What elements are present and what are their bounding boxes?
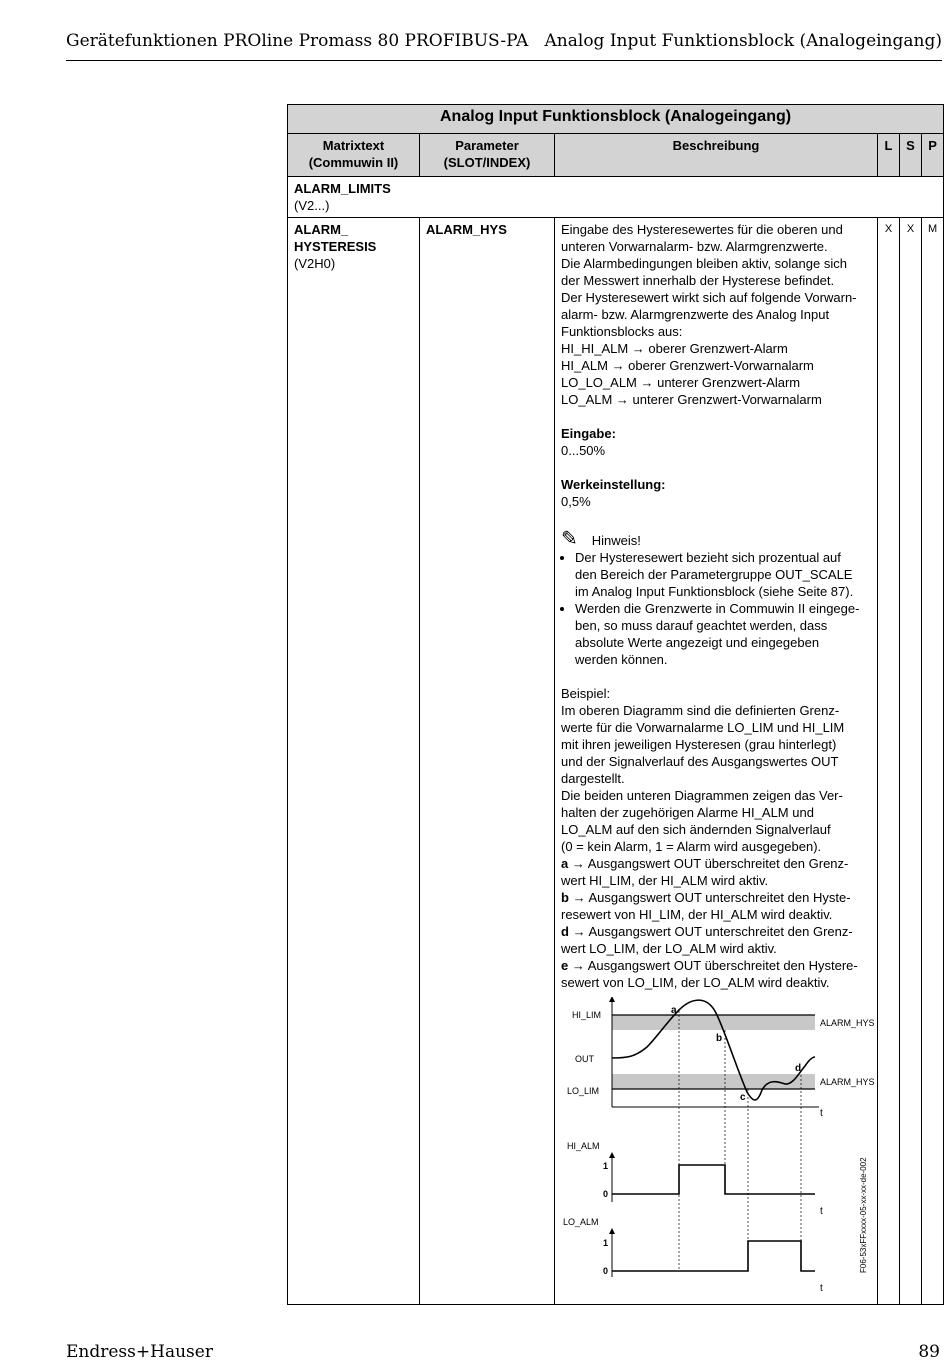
col-parameter: Parameter (SLOT/INDEX) — [420, 134, 555, 177]
text-line: HI_HI_ALM → oberer Grenzwert-Alarm — [561, 341, 788, 356]
hi-alm-zero: 0 — [603, 1189, 609, 1199]
col-s: S — [900, 134, 922, 177]
item-text: → Ausgangswert OUT unterschreitet den Grenz- — [572, 924, 853, 939]
text-line: unteren Vorwarnalarm- bzw. Alarmgrenzwerte. — [561, 239, 828, 254]
example-item-line — [561, 855, 871, 872]
hysteresis-diagram — [557, 997, 877, 1301]
hi-alm-signal — [612, 1165, 815, 1194]
col-l: L — [878, 134, 900, 177]
p-cell: M — [922, 218, 944, 1305]
example-item-line — [561, 872, 871, 889]
text-line: Funktionsblocks aus: — [561, 324, 683, 339]
text-line: Der Hysteresewert wirkt sich auf folgende Vorwarn- — [561, 290, 857, 305]
text-line: ben, so muss darauf geachtet werden, dass — [575, 618, 828, 633]
mark-d: d — [795, 1063, 802, 1074]
item-text: → Ausgangswert OUT unterschreitet den Hyste- — [572, 890, 851, 905]
mark-c: c — [740, 1092, 746, 1103]
col-p: P — [922, 134, 944, 177]
werk-label: Werkeinstellung: — [561, 477, 666, 492]
item-key: d — [561, 924, 569, 939]
matrix-cell: ALARM_ HYSTERESIS (V2H0) — [288, 218, 420, 1305]
parameter-table — [287, 104, 944, 1305]
text-line: der Messwert innerhalb der Hysterese befindet. — [561, 273, 835, 288]
item-key: e — [561, 958, 569, 973]
mark-b: b — [716, 1033, 723, 1044]
text-line: Die beiden unteren Diagrammen zeigen das Ver- — [561, 788, 843, 803]
text-line: Die Alarmbedingungen bleiben aktiv, solange sich — [561, 256, 847, 271]
example-item-line — [561, 957, 871, 974]
text-line: LO_ALM auf den sich ändernden Signalverlauf — [561, 822, 831, 837]
s-cell: X — [900, 218, 922, 1305]
text-line: LO_ALM → unterer Grenzwert-Vorwarnalarm — [561, 392, 822, 407]
note-list — [561, 549, 871, 668]
text-line: werden können. — [575, 652, 668, 667]
text-line: Eingabe des Hysteresewertes für die oberen und — [561, 222, 843, 237]
page-number: 89 — [918, 1342, 940, 1362]
text-line: und der Signalverlauf des Ausgangswertes OUT — [561, 754, 839, 769]
alarm-hys-label-2: ALARM_HYS — [820, 1077, 875, 1087]
col-matrixtext: Matrixtext (Commuwin II) — [288, 134, 420, 177]
lo-hys-band — [612, 1074, 815, 1089]
description-text — [561, 221, 871, 408]
footer-brand: Endress+Hauser — [66, 1342, 213, 1362]
item-key: a — [561, 856, 569, 871]
header-right: Analog Input Funktionsblock (Analogeingang) — [544, 31, 942, 51]
text-line: • Werden die Grenzwerte in Commuwin II eingege- — [575, 601, 860, 616]
item-text: resewert von HI_LIM, der HI_ALM wird deaktiv. — [561, 907, 833, 922]
col-beschreibung: Beschreibung — [555, 134, 878, 177]
lo-lim-label: LO_LIM — [567, 1086, 600, 1096]
text-line: halten der zugehörigen Alarme HI_ALM und — [561, 805, 814, 820]
example-item-line — [561, 906, 871, 923]
item-text: → Ausgangswert OUT überschreitet den Hystere- — [571, 958, 858, 973]
table-title: Analog Input Funktionsblock (Analogeingang) — [288, 105, 944, 134]
item-text: sewert von LO_LIM, der LO_ALM wird deaktiv. — [561, 975, 830, 990]
lo-alm-label: LO_ALM — [563, 1217, 599, 1227]
item-key: b — [561, 890, 569, 905]
eingabe-label: Eingabe: — [561, 426, 616, 441]
param-cell: ALARM_HYS — [420, 218, 555, 1305]
item-text: wert HI_LIM, der HI_ALM wird aktiv. — [561, 873, 769, 888]
example-items — [561, 855, 871, 991]
event-markers — [679, 1011, 801, 1270]
example-item-line — [561, 974, 871, 991]
eingabe-value: 0...50% — [561, 443, 606, 458]
t-label-2: t — [820, 1206, 823, 1217]
text-line: Beispiel: — [561, 686, 611, 701]
out-label: OUT — [575, 1054, 594, 1064]
t-label-3: t — [820, 1283, 823, 1294]
figure-code: F06-53xFFxxxx-05-xx-xx-de-002 — [859, 1157, 868, 1273]
hi-alm-label: HI_ALM — [567, 1141, 600, 1151]
header-left: Gerätefunktionen PROline Promass 80 PROFIBUS-PA — [66, 31, 529, 51]
example-text — [561, 685, 871, 855]
text-line: mit ihren jeweiligen Hysteresen (grau hinterlegt) — [561, 737, 837, 752]
t-label-1: t — [820, 1108, 823, 1119]
hi-lim-label: HI_LIM — [572, 1010, 602, 1020]
list-item — [575, 549, 871, 600]
l-cell: X — [878, 218, 900, 1305]
text-line: HI_ALM → oberer Grenzwert-Vorwarnalarm — [561, 358, 814, 373]
example-item-line — [561, 940, 871, 957]
header-rule — [66, 60, 942, 61]
hinweis-label: Hinweis! — [591, 533, 641, 548]
text-line: (0 = kein Alarm, 1 = Alarm wird ausgegeben). — [561, 839, 822, 854]
text-line: • Der Hysteresewert bezieht sich prozentual auf — [575, 550, 841, 565]
hi-alm-one: 1 — [603, 1161, 609, 1171]
text-line: absolute Werte angezeigt und eingegeben — [575, 635, 820, 650]
lo-alm-zero: 0 — [603, 1266, 609, 1276]
lo-alm-one: 1 — [603, 1238, 609, 1248]
example-item-line — [561, 923, 871, 940]
text-line: werte für die Vorwarnalarme LO_LIM und HI_LIM — [561, 720, 845, 735]
alarm-hys-label-1: ALARM_HYS — [820, 1018, 875, 1028]
section-alarm-limits: ALARM_LIMITS (V2...) — [288, 177, 944, 218]
text-line: alarm- bzw. Alarmgrenzwerte des Analog Input — [561, 307, 830, 322]
list-item — [575, 600, 871, 668]
example-item-line — [561, 889, 871, 906]
pencil-icon: ✎ — [561, 528, 578, 550]
item-text: wert LO_LIM, der LO_ALM wird aktiv. — [561, 941, 777, 956]
table-row — [288, 218, 944, 1305]
text-line: dargestellt. — [561, 771, 625, 786]
mark-a: a — [671, 1005, 677, 1016]
item-text: → Ausgangswert OUT überschreitet den Grenz- — [571, 856, 849, 871]
text-line: den Bereich der Parametergruppe OUT_SCALE — [575, 567, 853, 582]
werk-value: 0,5% — [561, 494, 591, 509]
text-line: Im oberen Diagramm sind die definierten Grenz- — [561, 703, 840, 718]
description-cell — [555, 218, 878, 1305]
note-heading — [561, 529, 871, 549]
text-line: im Analog Input Funktionsblock (siehe Seite 87). — [575, 584, 854, 599]
lo-alm-signal — [612, 1241, 815, 1271]
text-line: LO_LO_ALM → unterer Grenzwert-Alarm — [561, 375, 801, 390]
hi-hys-band — [612, 1015, 815, 1030]
